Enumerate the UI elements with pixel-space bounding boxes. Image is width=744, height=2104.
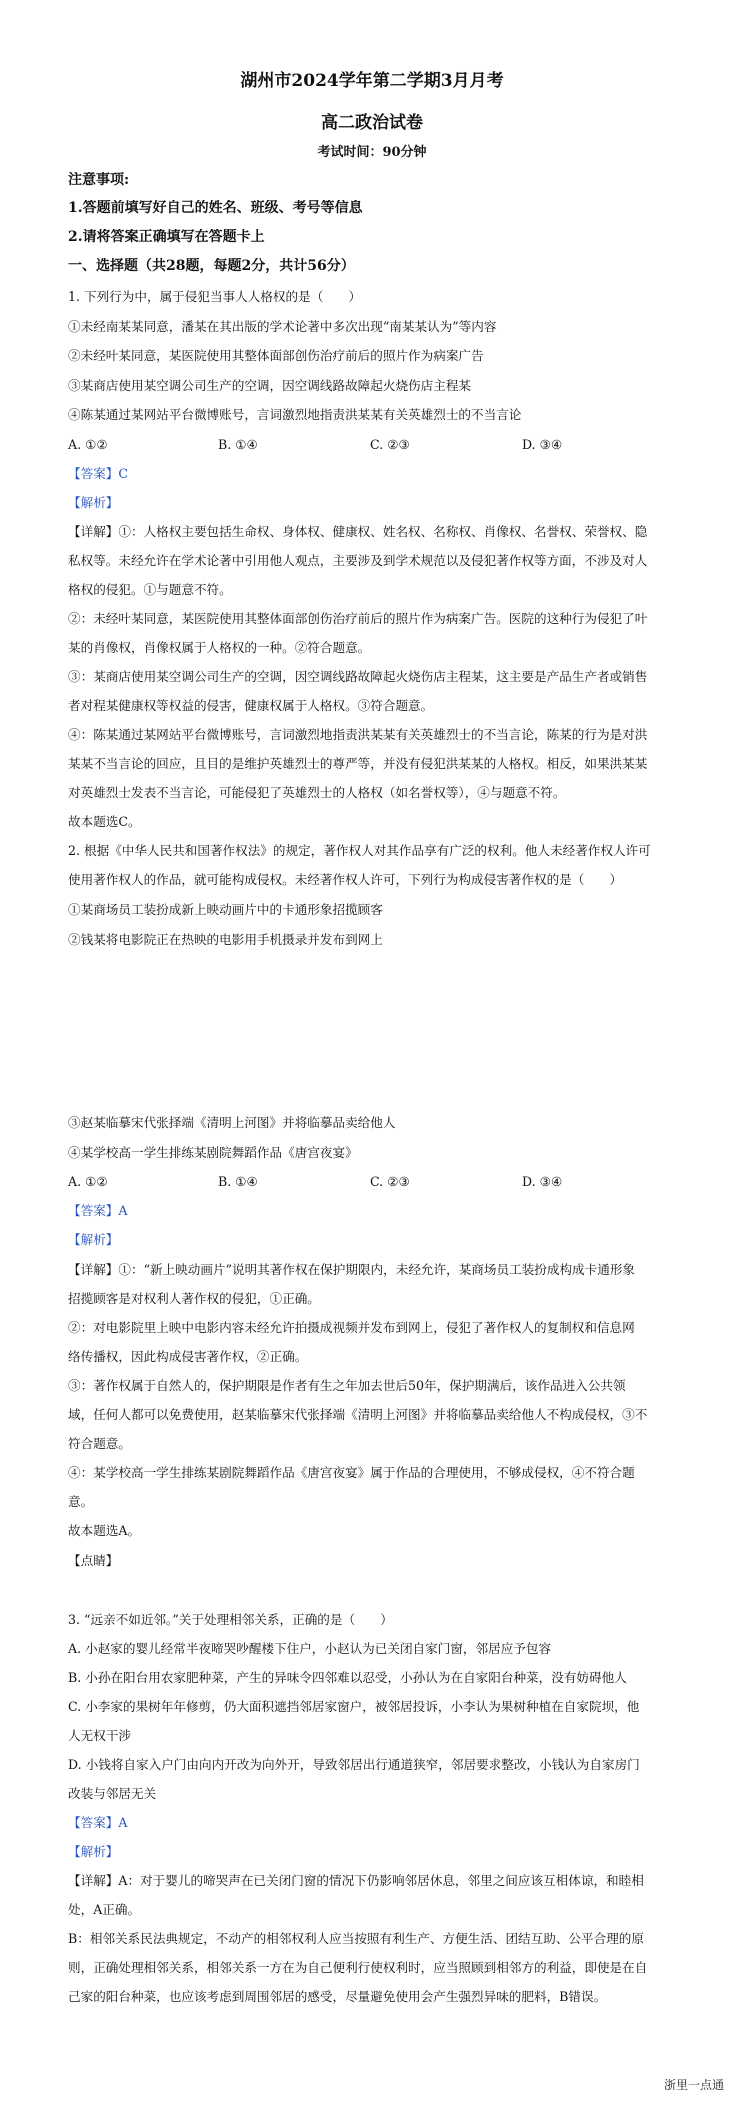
q2-explanation-line: 【详解】①：“新上映动画片”说明其著作权在保护期限内，未经允许，某商场员工装扮成构成卡通形象 (68, 1262, 636, 1277)
q1-explanation-line: 某某不当言论的回应，且目的是维护英雄烈士的尊严等，并没有侵犯洪某某的人格权。相反，如果洪某某 (68, 756, 648, 771)
q3-explanation-line: 处，A正确。 (68, 1902, 141, 1917)
q3-option-d: D. 小钱将自家入户门由向内开改为向外开，导致邻居出行通道狭窄，邻居要求整改，小钱认为自家房门 (68, 1757, 640, 1772)
notes-item-1: 1.答题前填写好自己的姓名、班级、考号等信息 (68, 200, 363, 216)
q3-explanation-line: 己家的阳台种菜，也应该考虑到周围邻居的感受，尽量避免使用会产生强烈异味的肥料，B错误。 (68, 1989, 607, 2004)
q1-option-b: B. ①④ (218, 437, 258, 452)
q2-explanation-line: 符合题意。 (68, 1436, 131, 1451)
q2-explanation-line: ③：著作权属于自然人的，保护期限是作者有生之年加去世后50年，保护期满后，该作品进入公共领 (68, 1378, 626, 1393)
q2-option-b: B. ①④ (218, 1174, 258, 1189)
q1-explanation-line: 某的肖像权，肖像权属于人格权的一种。②符合题意。 (68, 640, 371, 655)
q3-option-c-cont: 人无权干涉 (68, 1728, 131, 1743)
q3-answer: 【答案】A (68, 1815, 128, 1830)
q2-analysis-label: 【解析】 (68, 1232, 119, 1247)
q2-explanation-line: 络传播权，因此构成侵害著作权，②正确。 (68, 1349, 308, 1364)
q3-analysis-label: 【解析】 (68, 1844, 119, 1859)
q2-explanation-line: ④：某学校高一学生排练某剧院舞蹈作品《唐宫夜宴》属于作品的合理使用，不够成侵权，④不符合题 (68, 1465, 635, 1480)
q1-stem: 1. 下列行为中，属于侵犯当事人人格权的是（ ） (68, 289, 362, 304)
q3-explanation-line: B：相邻关系民法典规定，不动产的相邻权利人应当按照有利生产、方便生活、团结互助、公平合理的原 (68, 1931, 644, 1946)
q1-option-c: C. ②③ (370, 437, 410, 452)
q3-option-c: C. 小李家的果树年年修剪，仍大面积遮挡邻居家窗户，被邻居投诉，小李认为果树种植在自家院坝，他 (68, 1699, 640, 1714)
section-heading: 一、选择题（共28题，每题2分，共计56分） (68, 258, 355, 274)
q2-statement-2: ②钱某将电影院正在热映的电影用手机摄录并发布到网上 (68, 932, 383, 947)
q3-explanation-line: 则，正确处理相邻关系，相邻关系一方在为自己便利行使权利时，应当照顾到相邻方的利益，即使是在自 (68, 1960, 648, 1975)
q1-statement-1: ①未经南某某同意，潘某在其出版的学术论著中多次出现“南某某认为”等内容 (68, 319, 497, 334)
q2-answer: 【答案】A (68, 1203, 128, 1218)
q1-option-a: A. ①② (68, 437, 108, 452)
q2-explanation-line: 域，任何人都可以免费使用，赵某临摹宋代张择端《清明上河图》并将临摹品卖给他人不构成侵权，③不 (68, 1407, 648, 1422)
q1-statement-3: ③某商店使用某空调公司生产的空调，因空调线路故障起火烧伤店主程某 (68, 378, 471, 393)
footer-watermark: 浙里一点通 (663, 2078, 724, 2092)
q3-option-d-cont: 改装与邻居无关 (68, 1786, 157, 1801)
q2-statement-3: ③赵某临摹宋代张择端《清明上河图》并将临摹品卖给他人 (68, 1115, 396, 1130)
q2-explanation-line: 招揽顾客是对权利人著作权的侵犯，①正确。 (68, 1291, 320, 1306)
q1-explanation-line: 【详解】①：人格权主要包括生命权、身体权、健康权、姓名权、名称权、肖像权、名誉权、荣誉权、隐 (68, 524, 648, 539)
q2-explanation-line: 故本题选A。 (68, 1523, 141, 1538)
q2-statement-4: ④某学校高一学生排练某剧院舞蹈作品《唐宫夜宴》 (68, 1145, 358, 1160)
q2-comment-label: 【点睛】 (68, 1553, 119, 1568)
q1-option-d: D. ③④ (522, 437, 563, 452)
q1-explanation-line: ②：未经叶某同意，某医院使用其整体面部创伤治疗前后的照片作为病案广告。医院的这种行为侵犯了叶 (68, 611, 648, 626)
notes-item-2: 2.请将答案正确填写在答题卡上 (68, 229, 265, 245)
q1-explanation-line: ④：陈某通过某网站平台微博账号，言词激烈地指责洪某某有关英雄烈士的不当言论，陈某的行为是对洪 (68, 727, 648, 742)
q2-statement-1: ①某商场员工装扮成新上映动画片中的卡通形象招揽顾客 (68, 902, 383, 917)
q2-option-c: C. ②③ (370, 1174, 410, 1189)
exam-title: 湖州市2024学年第二学期3月月考 (240, 71, 504, 91)
q3-stem: 3. “远亲不如近邻。”关于处理相邻关系，正确的是（ ） (68, 1612, 393, 1627)
q1-explanation-line: 者对程某健康权等权益的侵害，健康权属于人格权。③符合题意。 (68, 698, 434, 713)
q1-explanation-line: 故本题选C。 (68, 814, 141, 829)
exam-time: 考试时间：90分钟 (317, 145, 427, 160)
q2-option-d: D. ③④ (522, 1174, 563, 1189)
q2-stem-line: 使用著作权人的作品，就可能构成侵权。未经著作权人许可，下列行为构成侵害著作权的是（ ） (68, 872, 623, 887)
notes-heading: 注意事项: (68, 172, 130, 188)
q3-option-b: B. 小孙在阳台用农家肥种菜，产生的异味令四邻难以忍受，小孙认为在自家阳台种菜，没有妨碍他人 (68, 1670, 627, 1685)
q2-option-a: A. ①② (68, 1174, 108, 1189)
q1-analysis-label: 【解析】 (68, 495, 119, 510)
q1-explanation-line: ③：某商店使用某空调公司生产的空调，因空调线路故障起火烧伤店主程某，这主要是产品生产者或销售 (68, 669, 648, 684)
q2-explanation-line: ②：对电影院里上映中电影内容未经允许拍摄成视频并发布到网上，侵犯了著作权人的复制权和信息网 (68, 1320, 635, 1335)
q1-explanation-line: 对英雄烈士发表不当言论，可能侵犯了英雄烈士的人格权（如名誉权等），④与题意不符。 (68, 785, 566, 800)
q1-answer: 【答案】C (68, 466, 129, 481)
q2-stem-line: 2. 根据《中华人民共和国著作权法》的规定，著作权人对其作品享有广泛的权利。他人未经著作权人许可 (68, 843, 651, 858)
q2-explanation-line: 意。 (68, 1494, 94, 1509)
q1-statement-2: ②未经叶某同意，某医院使用其整体面部创伤治疗前后的照片作为病案广告 (68, 348, 484, 363)
q1-statement-4: ④陈某通过某网站平台微博账号，言词激烈地指责洪某某有关英雄烈士的不当言论 (68, 407, 522, 422)
q1-explanation-line: 私权等。未经允许在学术论著中引用他人观点，主要涉及到学术规范以及侵犯著作权等方面，不涉及对人 (68, 553, 648, 568)
q1-explanation-line: 格权的侵犯。①与题意不符。 (68, 582, 232, 597)
q3-explanation-line: 【详解】A：对于婴儿的啼哭声在已关闭门窗的情况下仍影响邻居休息，邻里之间应该互相体谅，和睦相 (68, 1873, 644, 1888)
q3-option-a: A. 小赵家的婴儿经常半夜啼哭吵醒楼下住户，小赵认为已关闭自家门窗，邻居应予包容 (68, 1641, 552, 1656)
q2-options (68, 1174, 682, 1190)
q1-options (68, 437, 682, 453)
exam-subtitle: 高二政治试卷 (321, 113, 423, 133)
